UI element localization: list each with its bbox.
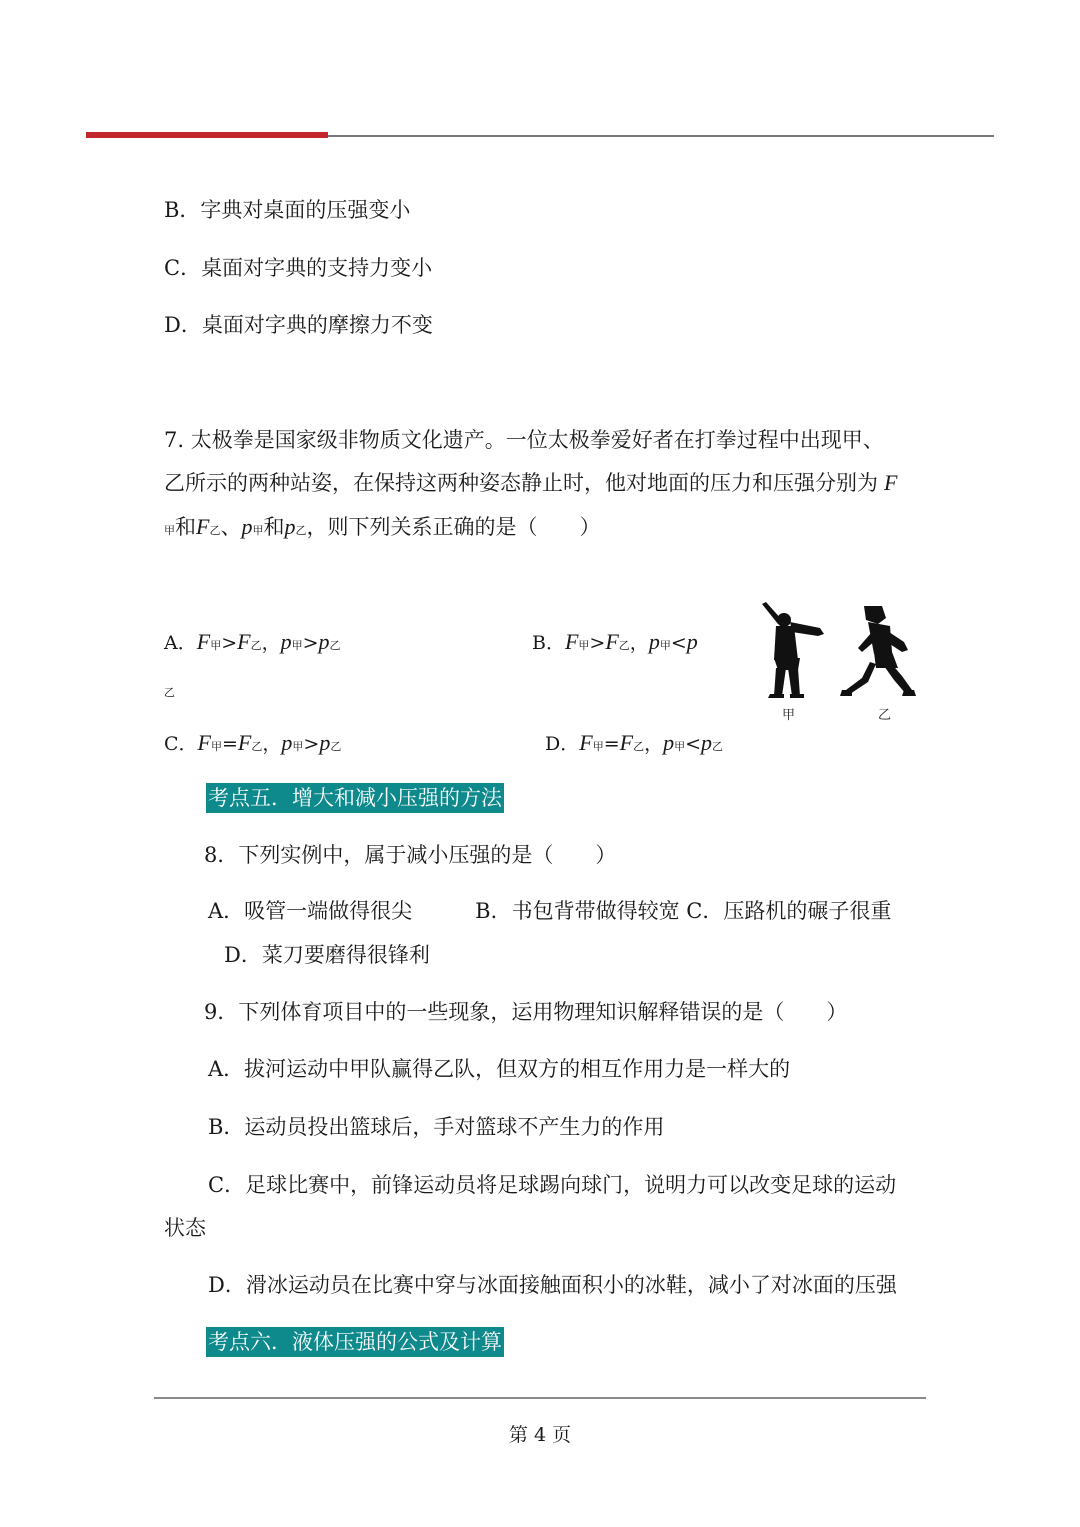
- taichi-silhouettes-icon: [752, 598, 924, 702]
- q7-option-a-wrap: 乙: [164, 686, 175, 699]
- stance-yi-icon: [840, 606, 916, 696]
- q9-option-c: C．足球比赛中，前锋运动员将足球踢向球门，说明力可以改变足球的运动: [208, 1173, 897, 1197]
- header-rule: [328, 135, 994, 137]
- q7-option-c: C．F甲=F乙，p甲>p乙: [164, 730, 342, 755]
- figure-label-jia: 甲: [782, 708, 796, 723]
- header-accent-rule: [86, 132, 328, 138]
- q9-stem: 9．下列体育项目中的一些现象，运用物理知识解释错误的是（ ）: [204, 1000, 848, 1024]
- stance-jia-icon: [762, 602, 824, 698]
- q9-option-d: D．滑冰运动员在比赛中穿与冰面接触面积小的冰鞋，减小了对冰面的压强: [208, 1273, 897, 1297]
- section-heading-5: 考点五．增大和减小压强的方法: [206, 783, 504, 813]
- q7-option-a: A．F甲>F乙，p甲>p乙: [164, 629, 341, 654]
- taichi-figure: [752, 598, 924, 726]
- figure-label-yi: 乙: [878, 708, 892, 723]
- q9-option-b: B．运动员投出篮球后，手对篮球不产生力的作用: [208, 1115, 665, 1139]
- q7-stem-line2: 乙所示的两种站姿，在保持这两种姿态静止时，他对地面的压力和压强分别为 F: [164, 470, 898, 495]
- q6-option-c: C．桌面对字典的支持力变小: [164, 256, 433, 280]
- q7-stem-line1: 7. 太极拳是国家级非物质文化遗产。一位太极拳爱好者在打拳过程中出现甲、: [164, 428, 884, 452]
- q6-option-d: D．桌面对字典的摩擦力不变: [164, 313, 433, 337]
- q7-option-b: B．F甲>F乙，p甲<p: [532, 629, 698, 654]
- footer-rule: [154, 1397, 926, 1399]
- q8-option-d: D．菜刀要磨得很锋利: [224, 943, 430, 967]
- q6-option-b: B．字典对桌面的压强变小: [164, 198, 411, 222]
- page-number: 第 4 页: [508, 1424, 572, 1446]
- q9-option-a: A．拔河运动中甲队赢得乙队，但双方的相互作用力是一样大的: [208, 1057, 791, 1081]
- section-heading-6: 考点六．液体压强的公式及计算: [206, 1327, 504, 1357]
- q7-stem-line3: 甲和F乙、p甲和p乙，则下列关系正确的是（ ）: [164, 514, 601, 539]
- q8-stem: 8．下列实例中，属于减小压强的是（ ）: [204, 843, 617, 867]
- q7-option-d: D．F甲=F乙，p甲<p乙: [545, 730, 723, 755]
- q8-options-line: A．吸管一端做得很尖 B．书包背带做得较宽 C．压路机的碾子很重: [208, 899, 892, 923]
- q9-option-c-wrap: 状态: [164, 1216, 206, 1240]
